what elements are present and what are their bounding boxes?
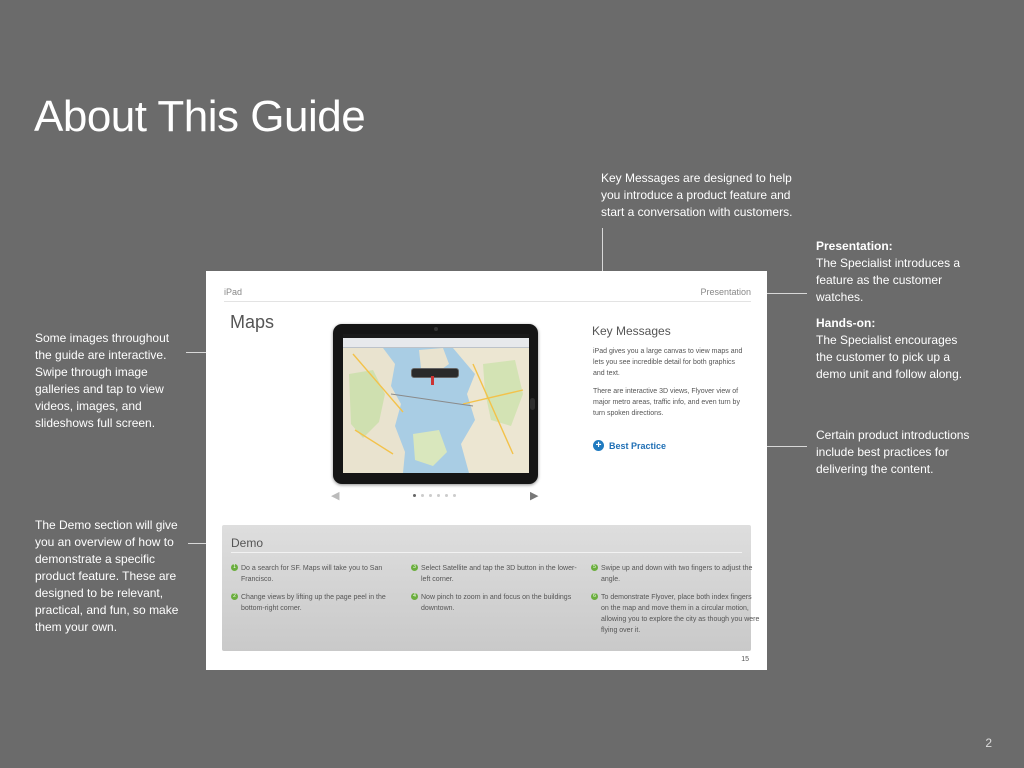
gallery-pager[interactable]: [413, 494, 456, 497]
best-practice-link[interactable]: [593, 440, 666, 451]
demo-section-callout: The Demo section will give you an overview of how to demonstrate a specific product feature. These are designed to be relevant, practical, and fun, so make them your own.: [35, 518, 179, 634]
guide-page-number: 15: [741, 656, 749, 663]
slide-title: About This Guide: [34, 92, 366, 141]
page-header-divider: [224, 301, 751, 302]
demo-step: [231, 563, 401, 585]
best-practice-label: Best Practice: [609, 440, 667, 451]
ipad-home-button: [530, 398, 535, 410]
demo-step-text: Select Satellite and tap the 3D button in the lower-left corner.: [421, 565, 577, 583]
pager-dot[interactable]: [413, 494, 416, 497]
hands-on-body: The Specialist encourages the customer to pick up a demo unit and follow along.: [816, 333, 963, 381]
presentation-heading: Presentation:: [816, 239, 893, 253]
page-header-section: Presentation: [700, 287, 751, 297]
demo-step-text: To demonstrate Flyover, place both index fingers on the map and move them in a circular motion, allowing you to explore the city as though you were flying over it.: [601, 594, 760, 634]
guide-page-preview: [206, 271, 767, 670]
pager-dot[interactable]: [437, 494, 440, 497]
demo-title: Demo: [231, 536, 264, 550]
step-number-badge: 2: [231, 593, 238, 600]
page-heading: Maps: [230, 312, 275, 332]
key-messages-title: Key Messages: [592, 324, 671, 338]
best-practices-callout: Certain product introductions include best practices for delivering the content.: [816, 428, 970, 476]
maps-toolbar: [343, 338, 529, 348]
interactive-images-callout: Some images throughout the guide are interactive. Swipe through image galleries and tap to view videos, images, and slideshows full screen.: [35, 331, 170, 430]
map-illustration: [343, 334, 529, 473]
key-messages-paragraph: iPad gives you a large canvas to view maps and lets you see incredible detail for both graphics and text.: [593, 348, 743, 377]
demo-step: [591, 563, 761, 585]
demo-step-text: Swipe up and down with two fingers to adjust the angle.: [601, 565, 753, 583]
demo-divider: [231, 552, 742, 553]
key-messages-paragraph: There are interactive 3D views, Flyover view of major metro areas, traffic info, and even turn by turn spoken directions.: [593, 388, 740, 417]
pager-dot[interactable]: [429, 494, 432, 497]
hands-on-heading: Hands-on:: [816, 316, 876, 330]
step-number-badge: 4: [411, 593, 418, 600]
step-number-badge: 1: [231, 564, 238, 571]
demo-step-text: Now pinch to zoom in and focus on the buildings downtown.: [421, 594, 572, 612]
demo-step: [411, 592, 581, 614]
demo-step: [231, 592, 401, 614]
arrow-left-icon[interactable]: ◀: [331, 490, 340, 502]
pager-dot[interactable]: [453, 494, 456, 497]
step-number-badge: 6: [591, 593, 598, 600]
ipad-image[interactable]: [333, 324, 538, 484]
maps-screenshot: [343, 334, 529, 473]
demo-step-text: Change views by lifting up the page peel in the bottom-right corner.: [241, 594, 386, 612]
arrow-right-icon[interactable]: ▶: [530, 490, 539, 502]
demo-step: [591, 592, 761, 636]
plus-circle-icon: +: [593, 440, 604, 451]
demo-section: [222, 525, 760, 651]
key-messages-callout: Key Messages are designed to help you introduce a product feature and start a conversation with customers.: [601, 171, 793, 219]
step-number-badge: 3: [411, 564, 418, 571]
presentation-callout: [816, 238, 976, 306]
demo-step: [411, 563, 581, 585]
demo-step-text: Do a search for SF. Maps will take you to San Francisco.: [241, 565, 383, 583]
slide-number: 2: [985, 736, 992, 750]
hands-on-callout: [816, 315, 976, 383]
pager-dot[interactable]: [445, 494, 448, 497]
map-pin-label: [411, 368, 459, 378]
map-pin-icon: [431, 376, 434, 385]
step-number-badge: 5: [591, 564, 598, 571]
pager-dot[interactable]: [421, 494, 424, 497]
ipad-camera: [434, 327, 438, 331]
page-header-device: iPad: [224, 287, 243, 297]
presentation-body: The Specialist introduces a feature as the customer watches.: [816, 256, 961, 304]
